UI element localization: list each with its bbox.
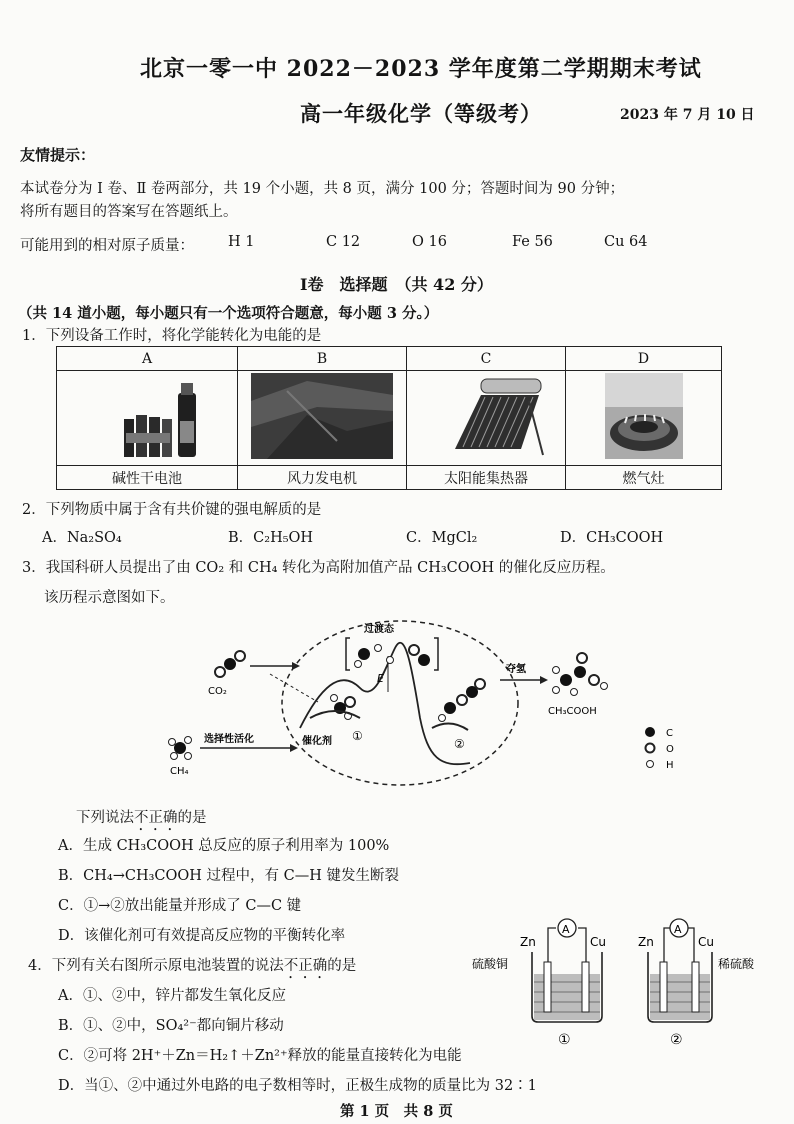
transition-state-label: 过渡态 [364,624,394,635]
q1-stem: 1．下列设备工作时，将化学能转化为电能的是 [22,328,322,344]
activation-energy-label: E [377,672,384,685]
q3-stem-line1: 3．我国科研人员提出了由 CO₂ 和 CH₄ 转化为高附加值产品 CH₃COOH 的催化反应历程。 [22,560,615,576]
catalyst-zone [282,621,518,785]
gas-stove-image [569,371,719,461]
q1-table [56,346,722,490]
q3-option-b: B．CH₄→CH₃COOH 过程中，有 C—H 键发生断裂 [58,868,399,884]
q3-option-d: D．该催化剂可有效提高反应物的平衡转化率 [58,928,346,944]
q4-option-d: D．当①、②中通过外电路的电子数相等时，正极生成物的质量比为 32∶1 [58,1078,537,1094]
q1-caption-b: 风力发电机 [238,466,407,490]
cell2-ammeter: A [674,923,682,936]
notice-line2: 将所有题目的答案写在答题纸上。 [20,204,238,220]
atomic-mass-o: O 16 [412,234,447,250]
selective-activation-label: 选择性活化 [204,734,254,745]
page-footer: 第 1 页 共 8 页 [340,1103,453,1120]
dehydrogenation-label: 夺氢 [506,664,526,675]
q4-galvanic-cells [470,912,770,1062]
cell1-ammeter: A [562,923,570,936]
legend-o: O [666,744,674,755]
q1-image-wind-generator [238,371,407,466]
q2-option-d: D．CH₃COOH [560,530,664,546]
q1-image-gas-stove [566,371,722,466]
cell1-anode-label: Zn [520,935,536,949]
q2-option-c: C．MgCl₂ [406,530,478,546]
q1-caption-c: 太阳能集热器 [407,466,566,490]
q1-header-a: A [57,347,238,371]
q3-question: 下列说法不正确的是 [76,810,207,826]
q2-option-b: B．C₂H₅OH [228,530,314,546]
catalyst-label: 催化剂 [302,736,332,747]
ch4-molecule [169,737,192,760]
atomic-masses-label: 可能用到的相对原子质量： [20,238,194,254]
acetic-acid-molecule [553,653,608,696]
exam-title: 北京一零一中 2022－2023 学年度第二学期期末考试 [140,56,702,82]
q1-header-c: C [407,347,566,371]
cell-2 [638,919,755,1048]
q3-stem-line2: 该历程示意图如下。 [44,590,175,606]
q1-image-solar-heater [407,371,566,466]
acetic-acid-label: CH₃COOH [548,706,597,717]
q4-stem: 4．下列有关右图所示原电池装置的说法不正确的是 [28,958,357,974]
section-instruction: （共 14 道小题，每小题只有一个选项符合题意，每小题 3 分。） [18,305,439,322]
cell1-electrolyte: 硫酸铜 [472,957,509,971]
q3-option-c: C．①→②放出能量并形成了 C—C 键 [58,898,302,914]
q4-option-b: B．①、②中，SO₄²⁻都向铜片移动 [58,1018,284,1034]
q4-option-c: C．②可将 2H⁺＋Zn＝H₂↑＋Zn²⁺释放的能量直接转化为电能 [58,1048,462,1064]
cell2-label: ② [670,1032,683,1048]
co2-molecule [215,651,245,677]
q3-option-a: A．生成 CH₃COOH 总反应的原子利用率为 100% [58,838,390,854]
q2-stem: 2．下列物质中属于含有共价键的强电解质的是 [22,502,322,518]
q2-option-a: A．Na₂SO₄ [42,530,122,546]
co2-label: CO₂ [208,686,227,697]
battery-image [72,371,222,461]
q1-image-battery [57,371,238,466]
step1-molecule [331,695,356,720]
cell2-electrolyte: 稀硫酸 [718,957,755,971]
q1-header-d: D [566,347,722,371]
solar-heater-image [411,371,561,461]
exam-subtitle: 高一年级化学（等级考） [300,101,542,126]
q1-caption-a: 碱性干电池 [57,466,238,490]
notice-line1: 本试卷分为 Ⅰ 卷、Ⅱ 卷两部分，共 19 个小题，共 8 页，满分 100 分；答题时间为 90 分钟； [20,181,625,197]
atomic-mass-c: C 12 [326,234,361,250]
cell2-anode-label: Zn [638,935,654,949]
ch4-label: CH₄ [170,766,189,777]
step1-label: ① [352,729,363,743]
section-title: Ⅰ卷 选择题 （共 42 分） [300,275,493,294]
atomic-mass-fe: Fe 56 [512,234,553,250]
atom-legend [645,727,674,771]
q4-option-a: A．①、②中，锌片都发生氧化反应 [58,988,286,1004]
atomic-mass-cu: Cu 64 [604,234,648,250]
q3-reaction-diagram [150,608,710,798]
q1-header-b: B [238,347,407,371]
atomic-mass-h: H 1 [228,234,255,250]
step2-molecule [439,679,486,722]
exam-date: 2023 年 7 月 10 日 [620,107,755,123]
legend-h: H [666,760,674,771]
notice-heading: 友情提示： [20,146,96,164]
q1-caption-d: 燃气灶 [566,466,722,490]
wind-generator-image [247,371,397,461]
step2-label: ② [454,737,465,751]
cell1-cathode-label: Cu [590,935,606,949]
cell-1 [472,919,606,1048]
cell2-cathode-label: Cu [698,935,714,949]
legend-c: C [666,728,673,739]
cell1-label: ① [558,1032,571,1048]
